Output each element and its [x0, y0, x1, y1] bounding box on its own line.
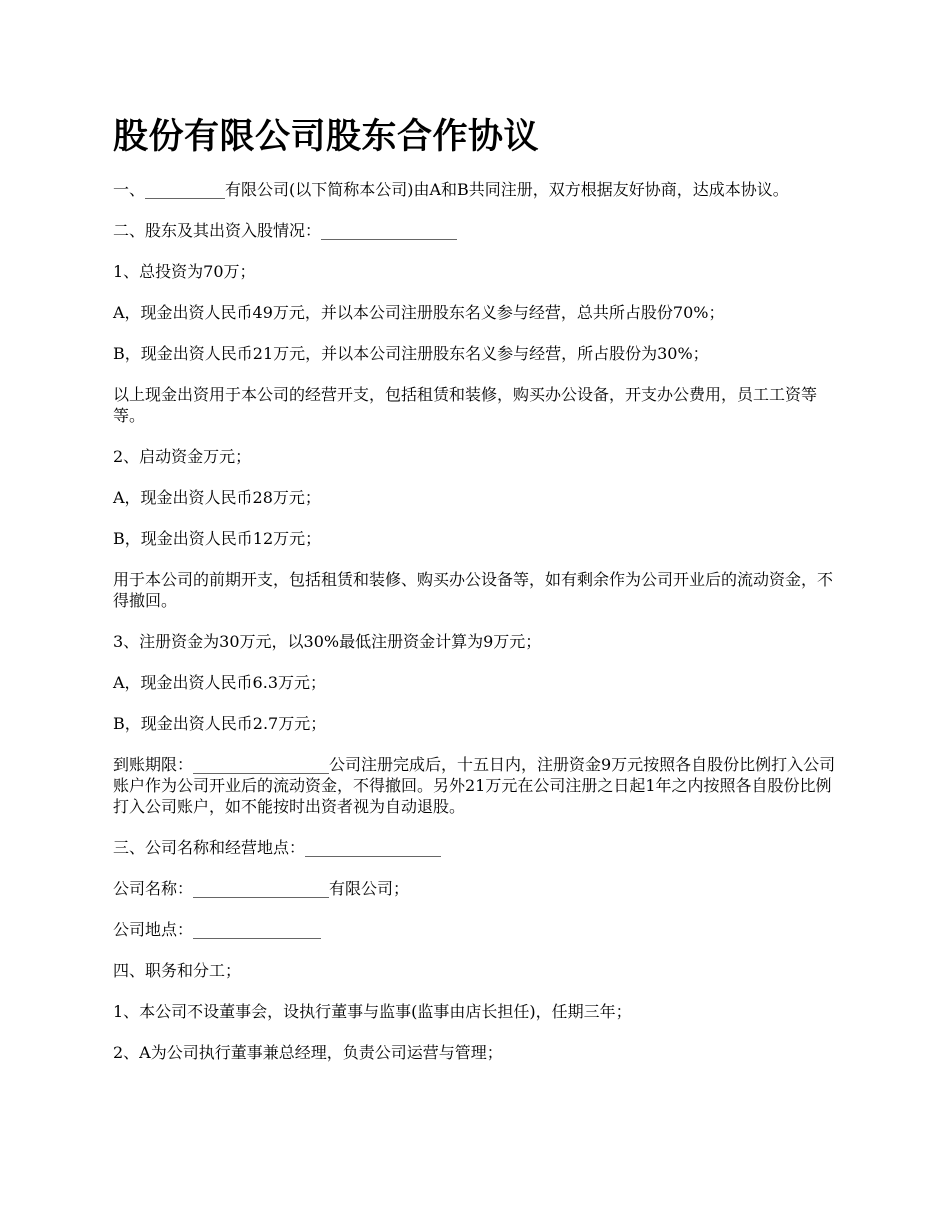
- paragraph-investment-usage: 以上现金出资用于本公司的经营开支，包括租赁和装修，购买办公设备，开支办公费用，员工工资等等。: [113, 385, 818, 425]
- paragraph-company-location: 公司地点：________________: [113, 920, 322, 939]
- paragraph-deadline: 到账期限：_________________公司注册完成后，十五日内，注册资金9万元按照各自股份比例打入公司账户作为公司开业后的流动资金，不得撤回。另外21万元在公司注册之日起1年之内按照各自股份比例打入公司账户，如不能按时出资者视为自动退股。: [113, 755, 836, 816]
- paragraph-duties-heading: 四、职务和分工；: [113, 961, 242, 980]
- document-title: 股份有限公司股东合作协议: [113, 116, 540, 157]
- document-page: [113, 112, 840, 1083]
- paragraph-company-intro: 一、__________有限公司(以下简称本公司)由A和B共同注册，双方根据友好协商，达成本协议。: [113, 180, 789, 199]
- paragraph-startup-usage: 用于本公司的前期开支，包括租赁和装修、购买办公设备等，如有剩余作为公司开业后的流动资金，不得撤回。: [113, 570, 834, 610]
- paragraph-startup-funds: 2、启动资金万元；: [113, 447, 252, 466]
- paragraph-registered-capital: 3、注册资金为30万元，以30%最低注册资金计算为9万元；: [113, 632, 542, 651]
- paragraph-company-name: 公司名称：_________________有限公司；: [113, 879, 410, 898]
- paragraph-name-location-heading: 三、公司名称和经营地点：_________________: [113, 838, 442, 857]
- paragraph-investment-b: B，现金出资人民币21万元，并以本公司注册股东名义参与经营，所占股份为30%；: [113, 344, 709, 363]
- paragraph-shareholders-heading: 二、股东及其出资入股情况：_________________: [113, 221, 458, 240]
- paragraph-total-investment: 1、总投资为70万；: [113, 262, 256, 281]
- paragraph-startup-a: A，现金出资人民币28万元；: [113, 488, 321, 507]
- paragraph-duty-2: 2、A为公司执行董事兼总经理，负责公司运营与管理；: [113, 1043, 503, 1062]
- paragraph-startup-b: B，现金出资人民币12万元；: [113, 529, 322, 548]
- paragraph-registered-b: B，现金出资人民币2.7万元；: [113, 714, 327, 733]
- paragraph-duty-1: 1、本公司不设董事会，设执行董事与监事(监事由店长担任)，任期三年；: [113, 1002, 632, 1021]
- paragraph-investment-a: A，现金出资人民币49万元，并以本公司注册股东名义参与经营，总共所占股份70%；: [113, 303, 725, 322]
- paragraph-registered-a: A，现金出资人民币6.3万元；: [113, 673, 327, 692]
